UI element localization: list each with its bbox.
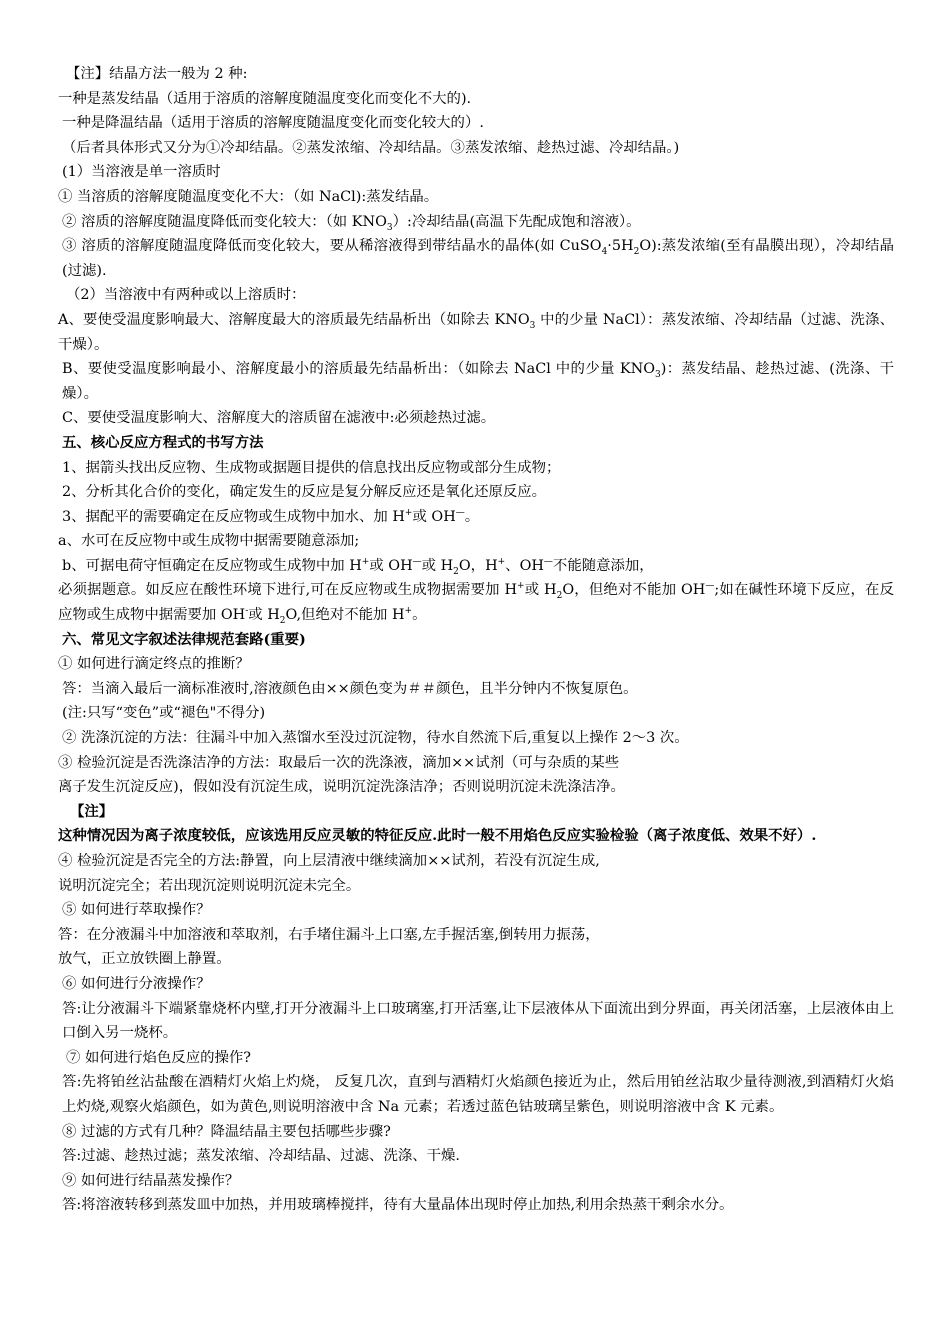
text-line: （2）当溶液中有两种或以上溶质时： xyxy=(66,287,306,304)
text-line: ④ 检验沉淀是否完全的方法:静置，向上层清液中继续滴加××试剂，若没有沉淀生成, xyxy=(58,853,600,869)
text-line: ③ 检验沉淀是否洗涤洁净的方法：取最后一次的洗涤液，滴加××试剂（可与杂质的某些 xyxy=(58,754,620,771)
text-line: 答:过滤、趁热过滤；蒸发浓缩、冷却结晶、过滤、洗涤、干燥. xyxy=(62,1148,460,1165)
text-line: 1、据箭头找出反应物、生成物或据题目提供的信息找出反应物或部分生成物； xyxy=(62,459,561,476)
text-line: (1）当溶液是单一溶质时 xyxy=(62,164,221,181)
text-line: ③ 溶质的溶解度随温度降低而变化较大，要从稀溶液得到带结晶水的晶体(如 $CuSO_4\cdot 5H_2O$):蒸发浓缩(至有晶膜出现），冷却结晶(过滤). xyxy=(62,238,894,279)
text-line: ② 溶质的溶解度随温度降低而变化较大：（如 $KNO_3$）:冷却结晶(高温下先配成饱和溶液）。 xyxy=(62,213,641,233)
text-line: 放气，正立放铁圈上静置。 xyxy=(58,951,231,968)
section-heading-line: 【注】 xyxy=(70,802,114,820)
section-heading-line: 五、核心反应方程式的书写方法 xyxy=(62,433,264,451)
text-line: 答：当滴入最后一滴标准液时,溶液颜色由××颜色变为＃＃颜色，且半分钟内不恢复原色。 xyxy=(62,680,638,697)
text-line: ⑥ 如何进行分液操作？ xyxy=(62,975,211,992)
text-line: ⑦ 如何进行焰色反应的操作? xyxy=(66,1049,251,1066)
text-line: 一种是降温结晶（适用于溶质的溶解度随温度变化而变化较大的）. xyxy=(62,115,484,132)
text-line: 2、分析其化合价的变化，确定发生的反应是复分解反应还是氧化还原反应。 xyxy=(62,484,547,501)
text-line: 离子发生沉淀反应)，假如没有沉淀生成，说明沉淀洗涤洁净；否则说明沉淀未洗涤洁净。 xyxy=(58,779,625,796)
text-line: b、可据电荷守恒确定在反应物或生成物中加 H+或 OH—或 $H_2O$，H+、OH—不能随意添加， xyxy=(62,557,654,577)
text-line: 3、据配平的需要确定在反应物或生成物中加水、加 H+或 OH—。 xyxy=(62,507,480,525)
text-line: 答:将溶液转移到蒸发皿中加热，并用玻璃棒搅拌，待有大量晶体出现时停止加热,利用余热蒸干剩余水分。 xyxy=(62,1197,734,1214)
text-line: a、水可在反应物中或生成物中据需要随意添加; xyxy=(58,533,360,550)
text-line: 必须据题意。如反应在酸性环境下进行,可在反应物或生成物据需要加 H+或 $H_2O$，但绝对不能加 OH—;如在碱性环境下反应，在反应物或生成物中据需要加 OH-或 $H_2O$,但绝对不能加 H+。 xyxy=(58,581,894,626)
document-page xyxy=(58,62,894,1218)
text-line: 【注】结晶方法一般为 2 种: xyxy=(66,66,248,82)
text-line: ① 当溶质的溶解度随温度变化不大：（如 NaCl):蒸发结晶。 xyxy=(58,188,439,205)
text-line: ② 洗涤沉淀的方法：往漏斗中加入蒸馏水至没过沉淀物，待水自然流下后,重复以上操作 2～3 次。 xyxy=(62,730,689,747)
text-line: 说明沉淀完全；若出现沉淀则说明沉淀未完全。 xyxy=(58,877,361,894)
text-line: C、要使受温度影响大、溶解度大的溶质留在滤液中:必须趁热过滤。 xyxy=(62,410,496,427)
text-line: 一种是蒸发结晶（适用于溶质的溶解度随温度变化而变化不大的). xyxy=(58,90,472,107)
text-line: ⑧ 过滤的方式有几种？降温结晶主要包括哪些步骤? xyxy=(62,1123,391,1140)
text-line: （后者具体形式又分为①冷却结晶。②蒸发浓缩、冷却结晶。③蒸发浓缩、趁热过滤、冷却结晶。) xyxy=(62,139,680,156)
text-line: (注:只写“变色”或“褪色"不得分) xyxy=(62,705,266,722)
section-heading-line: 这种情况因为离子浓度较低，应该选用反应灵敏的特征反应.此时一般不用焰色反应实验检验（离子浓度低、效果不好）. xyxy=(58,827,817,845)
text-line: ① 如何进行滴定终点的推断？ xyxy=(58,656,250,673)
text-line: 答：在分液漏斗中加溶液和萃取剂，右手堵住漏斗上口塞,左手握活塞,倒转用力振荡， xyxy=(58,926,600,943)
text-line: A、要使受温度影响最大、溶解度最大的溶质最先结晶析出（如除去 $KNO_3$ 中的少量 NaCl）：蒸发浓缩、冷却结晶（过滤、洗涤、干燥）。 xyxy=(58,311,894,353)
text-line: 答:让分液漏斗下端紧靠烧杯内壁,打开分液漏斗上口玻璃塞,打开活塞,让下层液体从下面流出到分界面，再关闭活塞，上层液体由上口倒入另一烧杯。 xyxy=(62,1000,894,1042)
section-heading-line: 六、常见文字叙述法律规范套路(重要) xyxy=(62,630,306,648)
text-line: 答:先将铂丝沾盐酸在酒精灯火焰上灼烧， 反复几次，直到与酒精灯火焰颜色接近为止，然后用铂丝沾取少量待测液,到酒精灯火焰上灼烧,观察火焰颜色，如为黄色,则说明溶液中含 Na 元素；若透过蓝色钴玻璃呈紫色，则说明溶液中含 K 元素。 xyxy=(62,1074,894,1115)
text-line: B、要使受温度影响最小、溶解度最小的溶质最先结晶析出：（如除去 NaCl 中的少量 $KNO_3$)：蒸发结晶、趁热过滤、(洗涤、干燥）。 xyxy=(62,361,895,402)
text-line: ⑨ 如何进行结晶蒸发操作？ xyxy=(62,1172,240,1189)
text-line: ⑤ 如何进行萃取操作？ xyxy=(62,902,211,919)
